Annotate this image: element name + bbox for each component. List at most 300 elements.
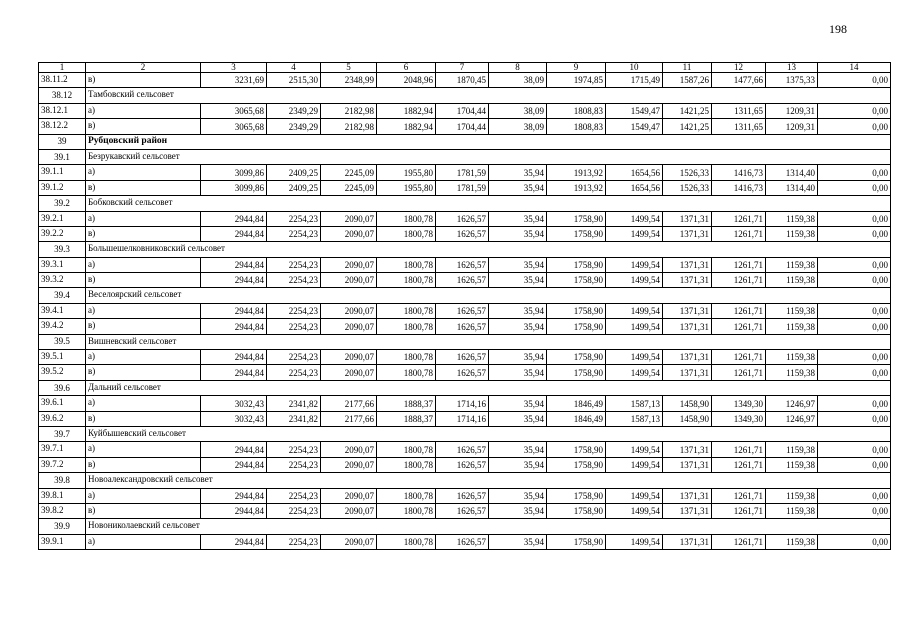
- value-cell: 1654,56: [606, 180, 663, 195]
- value-cell: 0,00: [818, 319, 891, 334]
- row-code: 39.2: [39, 196, 86, 211]
- row-code: 39.2.2: [39, 226, 86, 241]
- column-header: 14: [818, 63, 891, 73]
- row-label: а): [86, 442, 201, 457]
- value-cell: 1159,38: [766, 534, 818, 549]
- value-cell: 1261,71: [712, 303, 766, 318]
- value-cell: 1758,90: [547, 303, 606, 318]
- value-cell: 0,00: [818, 457, 891, 472]
- column-header: 7: [436, 63, 489, 73]
- value-cell: 1626,57: [436, 488, 489, 503]
- value-cell: 1499,54: [606, 365, 663, 380]
- row-label: а): [86, 396, 201, 411]
- value-cell: 35,94: [489, 488, 547, 503]
- value-cell: 35,94: [489, 319, 547, 334]
- row-code: 39.7.1: [39, 442, 86, 457]
- value-cell: 2944,84: [201, 488, 267, 503]
- value-cell: 0,00: [818, 226, 891, 241]
- row-code: 39.1.2: [39, 180, 86, 195]
- value-cell: 2090,07: [321, 226, 377, 241]
- value-cell: 1499,54: [606, 257, 663, 272]
- value-cell: 2944,84: [201, 211, 267, 226]
- value-cell: 1587,26: [663, 73, 712, 88]
- value-cell: 0,00: [818, 211, 891, 226]
- value-cell: 1458,90: [663, 411, 712, 426]
- value-cell: 0,00: [818, 273, 891, 288]
- value-cell: 1371,31: [663, 442, 712, 457]
- section-row: [39, 519, 891, 534]
- value-cell: 2245,09: [321, 180, 377, 195]
- value-cell: 35,94: [489, 226, 547, 241]
- value-cell: 0,00: [818, 442, 891, 457]
- value-cell: 2254,23: [267, 257, 321, 272]
- value-cell: 1654,56: [606, 165, 663, 180]
- value-cell: 0,00: [818, 303, 891, 318]
- value-cell: 2944,84: [201, 350, 267, 365]
- value-cell: 2944,84: [201, 534, 267, 549]
- table-row: [39, 457, 891, 472]
- row-code: 39.6.2: [39, 411, 86, 426]
- value-cell: 2409,25: [267, 180, 321, 195]
- value-cell: 1209,31: [766, 119, 818, 134]
- value-cell: 2090,07: [321, 303, 377, 318]
- value-cell: 1416,73: [712, 165, 766, 180]
- value-cell: 1261,71: [712, 503, 766, 518]
- value-cell: 1159,38: [766, 226, 818, 241]
- value-cell: 1499,54: [606, 273, 663, 288]
- value-cell: 2944,84: [201, 226, 267, 241]
- value-cell: 1800,78: [377, 442, 436, 457]
- value-cell: 1371,31: [663, 319, 712, 334]
- value-cell: 1626,57: [436, 273, 489, 288]
- value-cell: 2090,07: [321, 257, 377, 272]
- row-label: в): [86, 226, 201, 241]
- value-cell: 1626,57: [436, 534, 489, 549]
- value-cell: 1261,71: [712, 534, 766, 549]
- row-code: 39.7.2: [39, 457, 86, 472]
- value-cell: 35,94: [489, 534, 547, 549]
- value-cell: 2944,84: [201, 503, 267, 518]
- council-title: Дальний сельсовет: [86, 380, 891, 395]
- value-cell: 1714,16: [436, 396, 489, 411]
- table-row: [39, 534, 891, 549]
- table-row: [39, 273, 891, 288]
- row-label: в): [86, 365, 201, 380]
- value-cell: 1499,54: [606, 442, 663, 457]
- value-cell: 1349,30: [712, 396, 766, 411]
- value-cell: 1477,66: [712, 73, 766, 88]
- value-cell: 1261,71: [712, 365, 766, 380]
- value-cell: 1499,54: [606, 226, 663, 241]
- section-row: [39, 334, 891, 349]
- value-cell: 1526,33: [663, 180, 712, 195]
- section-row: [39, 473, 891, 488]
- value-cell: 1800,78: [377, 257, 436, 272]
- value-cell: 1800,78: [377, 488, 436, 503]
- value-cell: 1159,38: [766, 273, 818, 288]
- column-header: 9: [547, 63, 606, 73]
- value-cell: 35,94: [489, 211, 547, 226]
- value-cell: 35,94: [489, 442, 547, 457]
- value-cell: 2254,23: [267, 303, 321, 318]
- table-row: [39, 303, 891, 318]
- value-cell: 1955,80: [377, 180, 436, 195]
- value-cell: 2515,30: [267, 73, 321, 88]
- value-cell: 2090,07: [321, 488, 377, 503]
- value-cell: 2245,09: [321, 165, 377, 180]
- value-cell: 1758,90: [547, 457, 606, 472]
- value-cell: 2182,98: [321, 119, 377, 134]
- value-cell: 1375,33: [766, 73, 818, 88]
- value-cell: 1626,57: [436, 303, 489, 318]
- value-cell: 1626,57: [436, 365, 489, 380]
- value-cell: 1781,59: [436, 165, 489, 180]
- table-row: [39, 488, 891, 503]
- row-label: а): [86, 303, 201, 318]
- value-cell: 1758,90: [547, 226, 606, 241]
- council-title: Новониколаевский сельсовет: [86, 519, 891, 534]
- value-cell: 2944,84: [201, 442, 267, 457]
- value-cell: 1371,31: [663, 488, 712, 503]
- value-cell: 1758,90: [547, 488, 606, 503]
- tariff-table: [38, 62, 891, 550]
- value-cell: 1458,90: [663, 396, 712, 411]
- value-cell: 35,94: [489, 180, 547, 195]
- value-cell: 1870,45: [436, 73, 489, 88]
- value-cell: 1499,54: [606, 503, 663, 518]
- value-cell: 2944,84: [201, 303, 267, 318]
- value-cell: 35,94: [489, 257, 547, 272]
- value-cell: 2177,66: [321, 411, 377, 426]
- value-cell: 1758,90: [547, 442, 606, 457]
- column-header: 1: [39, 63, 86, 73]
- value-cell: 1800,78: [377, 211, 436, 226]
- row-label: в): [86, 273, 201, 288]
- value-cell: 1261,71: [712, 211, 766, 226]
- value-cell: 1758,90: [547, 211, 606, 226]
- value-cell: 1715,49: [606, 73, 663, 88]
- value-cell: 1913,92: [547, 180, 606, 195]
- value-cell: 1626,57: [436, 319, 489, 334]
- row-code: 38.11.2: [39, 73, 86, 88]
- value-cell: 0,00: [818, 257, 891, 272]
- value-cell: 1246,97: [766, 396, 818, 411]
- row-label: а): [86, 488, 201, 503]
- value-cell: 1499,54: [606, 303, 663, 318]
- row-code: 39.8: [39, 473, 86, 488]
- value-cell: 2254,23: [267, 273, 321, 288]
- table-row: [39, 103, 891, 118]
- value-cell: 2409,25: [267, 165, 321, 180]
- value-cell: 1549,47: [606, 119, 663, 134]
- value-cell: 2090,07: [321, 350, 377, 365]
- row-label: в): [86, 503, 201, 518]
- value-cell: 35,94: [489, 303, 547, 318]
- value-cell: 1800,78: [377, 226, 436, 241]
- row-code: 39.8.1: [39, 488, 86, 503]
- council-title: Вишневский сельсовет: [86, 334, 891, 349]
- value-cell: 2254,23: [267, 488, 321, 503]
- district-title: Рубцовский район: [86, 134, 891, 149]
- value-cell: 1800,78: [377, 365, 436, 380]
- value-cell: 0,00: [818, 534, 891, 549]
- column-header: 10: [606, 63, 663, 73]
- value-cell: 1421,25: [663, 103, 712, 118]
- value-cell: 1159,38: [766, 365, 818, 380]
- value-cell: 2090,07: [321, 365, 377, 380]
- table-row: [39, 396, 891, 411]
- value-cell: 0,00: [818, 350, 891, 365]
- value-cell: 2182,98: [321, 103, 377, 118]
- council-title: Безрукавский сельсовет: [86, 149, 891, 164]
- value-cell: 1209,31: [766, 103, 818, 118]
- row-label: в): [86, 319, 201, 334]
- value-cell: 35,94: [489, 396, 547, 411]
- value-cell: 1846,49: [547, 396, 606, 411]
- value-cell: 35,94: [489, 457, 547, 472]
- table-row: [39, 165, 891, 180]
- row-label: в): [86, 73, 201, 88]
- value-cell: 2090,07: [321, 273, 377, 288]
- row-label: а): [86, 534, 201, 549]
- table-row: [39, 503, 891, 518]
- value-cell: 1261,71: [712, 226, 766, 241]
- council-title: Тамбовский сельсовет: [86, 88, 891, 103]
- section-row: [39, 426, 891, 441]
- section-row: [39, 134, 891, 149]
- value-cell: 1800,78: [377, 303, 436, 318]
- value-cell: 1758,90: [547, 350, 606, 365]
- column-header: 6: [377, 63, 436, 73]
- value-cell: 1800,78: [377, 350, 436, 365]
- value-cell: 0,00: [818, 503, 891, 518]
- value-cell: 1371,31: [663, 303, 712, 318]
- row-code: 39.3.1: [39, 257, 86, 272]
- value-cell: 1846,49: [547, 411, 606, 426]
- row-label: в): [86, 180, 201, 195]
- value-cell: 2341,82: [267, 411, 321, 426]
- value-cell: 1159,38: [766, 303, 818, 318]
- value-cell: 3099,86: [201, 180, 267, 195]
- value-cell: 1349,30: [712, 411, 766, 426]
- row-code: 39.8.2: [39, 503, 86, 518]
- value-cell: 1882,94: [377, 103, 436, 118]
- value-cell: 1758,90: [547, 257, 606, 272]
- value-cell: 1800,78: [377, 273, 436, 288]
- value-cell: 1311,65: [712, 103, 766, 118]
- value-cell: 2254,23: [267, 350, 321, 365]
- value-cell: 1261,71: [712, 257, 766, 272]
- value-cell: 1888,37: [377, 396, 436, 411]
- value-cell: 1159,38: [766, 488, 818, 503]
- value-cell: 1261,71: [712, 457, 766, 472]
- value-cell: 1499,54: [606, 457, 663, 472]
- value-cell: 1159,38: [766, 503, 818, 518]
- value-cell: 35,94: [489, 350, 547, 365]
- column-header: 3: [201, 63, 267, 73]
- value-cell: 0,00: [818, 365, 891, 380]
- row-label: а): [86, 350, 201, 365]
- value-cell: 2090,07: [321, 319, 377, 334]
- value-cell: 1758,90: [547, 273, 606, 288]
- column-header: 13: [766, 63, 818, 73]
- value-cell: 1626,57: [436, 350, 489, 365]
- table-row: [39, 73, 891, 88]
- value-cell: 2254,23: [267, 534, 321, 549]
- value-cell: 1800,78: [377, 319, 436, 334]
- column-header: 8: [489, 63, 547, 73]
- value-cell: 1800,78: [377, 503, 436, 518]
- value-cell: 1808,83: [547, 103, 606, 118]
- section-row: [39, 380, 891, 395]
- row-label: а): [86, 103, 201, 118]
- value-cell: 1261,71: [712, 488, 766, 503]
- table-body: [39, 63, 891, 550]
- table-row: [39, 319, 891, 334]
- row-code: 39: [39, 134, 86, 149]
- value-cell: 1499,54: [606, 534, 663, 549]
- value-cell: 1758,90: [547, 503, 606, 518]
- value-cell: 1499,54: [606, 319, 663, 334]
- row-code: 39.5.2: [39, 365, 86, 380]
- table-row: [39, 257, 891, 272]
- value-cell: 38,09: [489, 119, 547, 134]
- row-code: 38.12.2: [39, 119, 86, 134]
- value-cell: 2944,84: [201, 457, 267, 472]
- value-cell: 1159,38: [766, 457, 818, 472]
- value-cell: 1587,13: [606, 396, 663, 411]
- column-number-row: [39, 63, 891, 73]
- value-cell: 1371,31: [663, 503, 712, 518]
- row-code: 39.4.2: [39, 319, 86, 334]
- value-cell: 1314,40: [766, 180, 818, 195]
- row-code: 39.9.1: [39, 534, 86, 549]
- value-cell: 0,00: [818, 165, 891, 180]
- column-header: 2: [86, 63, 201, 73]
- value-cell: 35,94: [489, 165, 547, 180]
- value-cell: 2254,23: [267, 211, 321, 226]
- value-cell: 1371,31: [663, 365, 712, 380]
- value-cell: 2090,07: [321, 503, 377, 518]
- section-row: [39, 242, 891, 257]
- value-cell: 2944,84: [201, 365, 267, 380]
- value-cell: 1800,78: [377, 457, 436, 472]
- value-cell: 0,00: [818, 119, 891, 134]
- row-label: а): [86, 165, 201, 180]
- value-cell: 1499,54: [606, 488, 663, 503]
- row-code: 39.3.2: [39, 273, 86, 288]
- value-cell: 1781,59: [436, 180, 489, 195]
- table-row: [39, 365, 891, 380]
- page-number: 198: [829, 22, 847, 36]
- council-title: Бобковский сельсовет: [86, 196, 891, 211]
- value-cell: 3032,43: [201, 411, 267, 426]
- row-code: 39.4: [39, 288, 86, 303]
- council-title: Большешелковниковский сельсовет: [86, 242, 891, 257]
- table-row: [39, 442, 891, 457]
- row-code: 39.3: [39, 242, 86, 257]
- row-code: 38.12.1: [39, 103, 86, 118]
- value-cell: 2348,99: [321, 73, 377, 88]
- column-header: 4: [267, 63, 321, 73]
- value-cell: 2254,23: [267, 503, 321, 518]
- value-cell: 0,00: [818, 396, 891, 411]
- value-cell: 1159,38: [766, 350, 818, 365]
- table-row: [39, 226, 891, 241]
- value-cell: 1371,31: [663, 534, 712, 549]
- value-cell: 35,94: [489, 411, 547, 426]
- row-code: 39.5.1: [39, 350, 86, 365]
- section-row: [39, 88, 891, 103]
- value-cell: 0,00: [818, 73, 891, 88]
- value-cell: 1626,57: [436, 226, 489, 241]
- value-cell: 1159,38: [766, 211, 818, 226]
- row-label: в): [86, 457, 201, 472]
- council-title: Новоалександровский сельсовет: [86, 473, 891, 488]
- section-row: [39, 196, 891, 211]
- row-code: 39.6.1: [39, 396, 86, 411]
- row-code: 39.9: [39, 519, 86, 534]
- value-cell: 2090,07: [321, 442, 377, 457]
- value-cell: 1371,31: [663, 350, 712, 365]
- row-code: 39.7: [39, 426, 86, 441]
- row-code: 38.12: [39, 88, 86, 103]
- value-cell: 2254,23: [267, 457, 321, 472]
- value-cell: 1499,54: [606, 211, 663, 226]
- column-header: 11: [663, 63, 712, 73]
- value-cell: 38,09: [489, 73, 547, 88]
- value-cell: 2177,66: [321, 396, 377, 411]
- table-row: [39, 411, 891, 426]
- value-cell: 1526,33: [663, 165, 712, 180]
- value-cell: 35,94: [489, 503, 547, 518]
- row-label: а): [86, 257, 201, 272]
- row-code: 39.2.1: [39, 211, 86, 226]
- value-cell: 1882,94: [377, 119, 436, 134]
- value-cell: 2090,07: [321, 457, 377, 472]
- value-cell: 1159,38: [766, 319, 818, 334]
- column-header: 5: [321, 63, 377, 73]
- table-row: [39, 211, 891, 226]
- value-cell: 1549,47: [606, 103, 663, 118]
- value-cell: 1758,90: [547, 319, 606, 334]
- value-cell: 2090,07: [321, 211, 377, 226]
- value-cell: 1314,40: [766, 165, 818, 180]
- value-cell: 35,94: [489, 273, 547, 288]
- value-cell: 2349,29: [267, 103, 321, 118]
- value-cell: 0,00: [818, 488, 891, 503]
- value-cell: 1159,38: [766, 442, 818, 457]
- row-code: 39.1.1: [39, 165, 86, 180]
- value-cell: 3231,69: [201, 73, 267, 88]
- value-cell: 2944,84: [201, 273, 267, 288]
- value-cell: 2254,23: [267, 319, 321, 334]
- value-cell: 1626,57: [436, 211, 489, 226]
- value-cell: 1246,97: [766, 411, 818, 426]
- value-cell: 2944,84: [201, 319, 267, 334]
- value-cell: 1626,57: [436, 257, 489, 272]
- value-cell: 1261,71: [712, 442, 766, 457]
- value-cell: 1758,90: [547, 365, 606, 380]
- row-label: в): [86, 411, 201, 426]
- value-cell: 1714,16: [436, 411, 489, 426]
- value-cell: 0,00: [818, 411, 891, 426]
- council-title: Веселоярский сельсовет: [86, 288, 891, 303]
- column-header: 12: [712, 63, 766, 73]
- value-cell: 2341,82: [267, 396, 321, 411]
- value-cell: 3065,68: [201, 119, 267, 134]
- value-cell: 1371,31: [663, 211, 712, 226]
